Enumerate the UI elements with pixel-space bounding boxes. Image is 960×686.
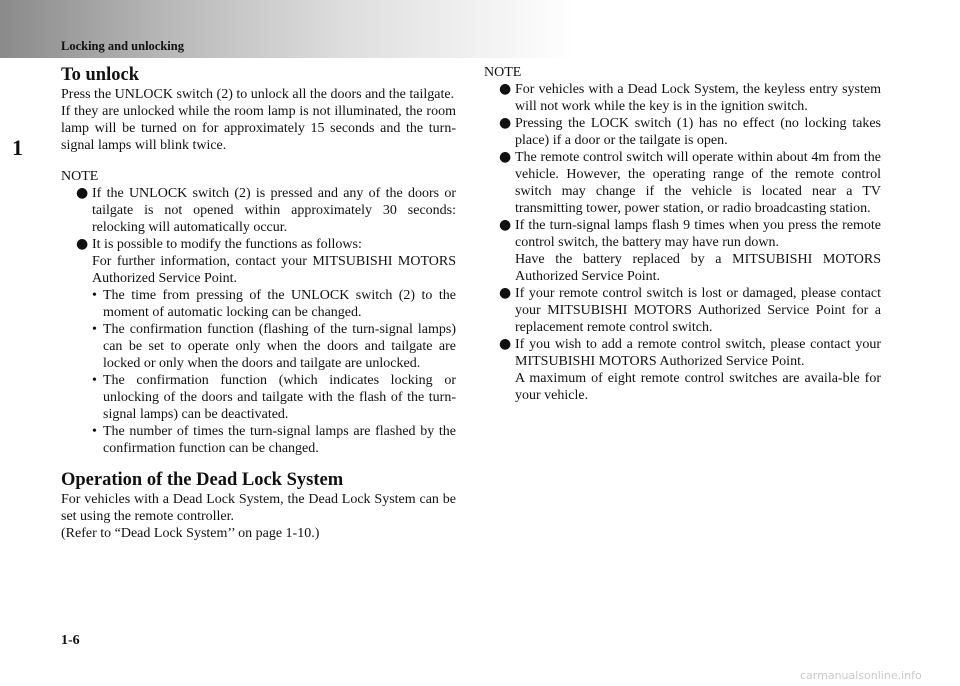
note-item [499,217,881,285]
bullet-icon: ● [76,236,89,252]
note-list [61,185,456,457]
bullet-icon: ● [499,217,512,233]
note-list [484,81,881,404]
note-text: If you wish to add a remote control switch, please contact your MITSUBISHI MOTORS Authorized Service Point. [515,337,881,369]
sub-item-text: The confirmation function (which indicates locking or unlocking of the doors and tailgate with the flash of the turn-signal lamps) can be deactivated. [103,373,456,422]
bullet-icon: ● [499,336,512,352]
note-text: The remote control switch will operate within about 4m from the vehicle. However, the operating range of the remote control switch may change if the vehicle is located near a TV transmitting tower, power station, or radio broadcasting station. [515,150,881,216]
running-header: Locking and unlocking [61,39,184,53]
note-extra: A maximum of eight remote control switches are availa-ble for your vehicle. [515,371,881,403]
note-extra: For further information, contact your MITSUBISHI MOTORS Authorized Service Point. [92,254,456,286]
sub-bullet-icon: • [92,424,97,439]
note-item [76,236,456,457]
bullet-icon: ● [499,81,512,97]
note-item [499,285,881,336]
sub-item-text: The time from pressing of the UNLOCK switch (2) to the moment of automatic locking can be changed. [103,288,456,320]
to-unlock-heading: To unlock [61,65,139,85]
page-number: 1-6 [61,633,80,648]
note-text: If the UNLOCK switch (2) is pressed and any of the doors or tailgate is not opened within approximately 30 seconds: relocking will automatically occur. [92,186,456,235]
note-text: If the turn-signal lamps flash 9 times when you press the remote control switch, the battery may have run down. [515,218,881,250]
note-text: It is possible to modify the functions as follows: [92,237,362,252]
note-item [499,81,881,115]
bullet-icon: ● [499,115,512,131]
sub-item [92,423,456,457]
paragraph: For vehicles with a Dead Lock System, the Dead Lock System can be set using the remote controller. [61,492,456,524]
note-text: If your remote control switch is lost or damaged, please contact your MITSUBISHI MOTORS Authorized Service Point for a replacement remote control switch. [515,286,881,335]
left-column [61,64,456,542]
sub-item [92,321,456,372]
paragraph: If they are unlocked while the room lamp is not illuminated, the room lamp will be turned on for approximately 15 seconds and the turn-signal lamps will blink twice. [61,104,456,153]
sub-bullet-icon: • [92,373,97,388]
dead-lock-heading: Operation of the Dead Lock System [61,470,344,490]
watermark: carmanualsonline.info [800,669,922,682]
sub-item-text: The confirmation function (flashing of the turn-signal lamps) can be set to operate only when the doors and tailgate are locked or only when the doors and tailgate are unlocked. [103,322,456,371]
sub-bullet-icon: • [92,288,97,303]
sub-item-text: The number of times the turn-signal lamps are flashed by the confirmation function can be changed. [103,424,456,456]
bullet-icon: ● [499,285,512,301]
right-column [484,64,881,404]
sub-item [92,372,456,423]
bullet-icon: ● [499,149,512,165]
note-extra: Have the battery replaced by a MITSUBISHI MOTORS Authorized Service Point. [515,252,881,284]
note-label: NOTE [484,65,522,80]
note-text: For vehicles with a Dead Lock System, the keyless entry system will not work while the key is in the ignition switch. [515,82,881,114]
note-item [499,149,881,217]
sub-item [92,287,456,321]
paragraph: Press the UNLOCK switch (2) to unlock all the doors and the tailgate. [61,87,455,102]
note-item [499,115,881,149]
note-item [499,336,881,404]
note-item [76,185,456,236]
note-text: Pressing the LOCK switch (1) has no effect (no locking takes place) if a door or the tailgate is open. [515,116,881,148]
paragraph: (Refer to “Dead Lock System’’ on page 1-10.) [61,526,320,541]
note-label: NOTE [61,169,99,184]
bullet-icon: ● [76,185,89,201]
sub-list [92,287,456,457]
chapter-tab: 1 [12,135,23,160]
sub-bullet-icon: • [92,322,97,337]
